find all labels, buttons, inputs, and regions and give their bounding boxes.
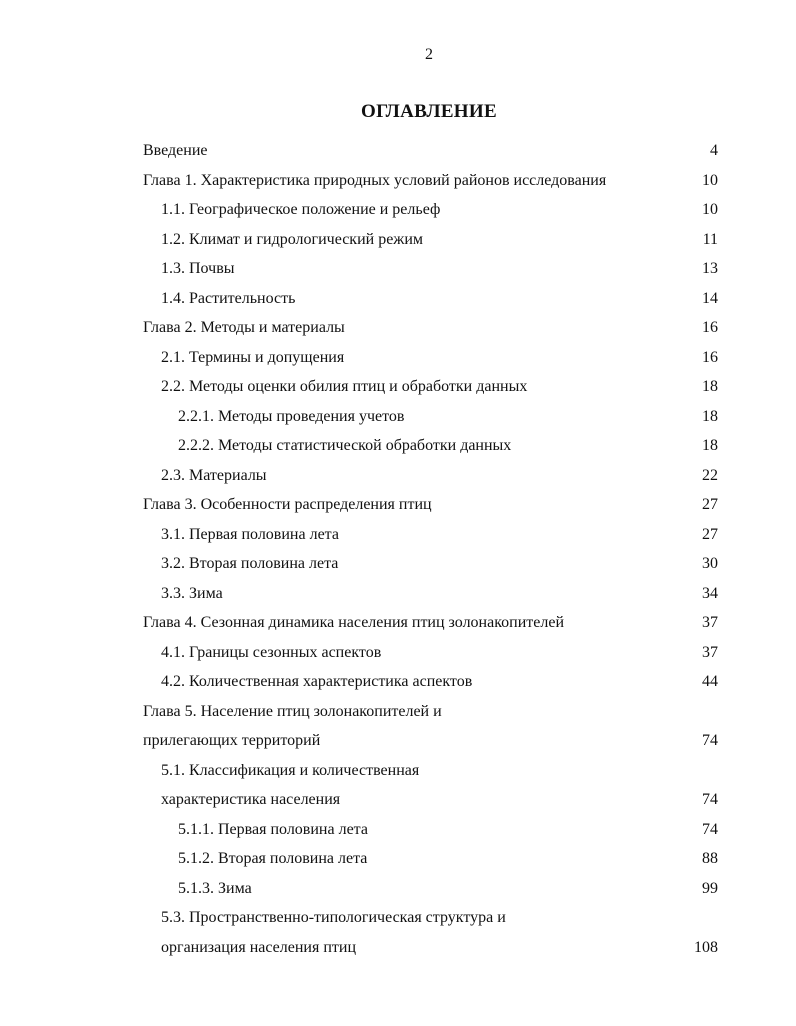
toc-entry [0,490,796,520]
toc-entry-page: 30 [702,555,718,572]
toc-entry [0,697,796,727]
toc-entry [0,874,796,904]
toc-entry-page: 37 [702,643,718,661]
toc-entry-label: Глава 5. Население птиц золонакопителей и [143,702,442,720]
toc-entry [0,933,796,963]
toc-entry-label: 3.2. Вторая половина лета [161,555,339,572]
toc-entry-label: организация населения птиц [161,938,357,956]
toc-entry-label: 4.2. Количественная характеристика аспектов [161,673,473,690]
toc-entry-page: 11 [702,230,718,248]
toc-entry [0,372,796,402]
toc-entry-label: 4.1. Границы сезонных аспектов [161,643,382,661]
toc-entry [0,549,796,579]
toc-entry-page: 37 [702,614,718,631]
toc-entry-label: 5.1.3. Зима [178,879,252,897]
toc-entry-label: 3.3. Зима [161,584,223,602]
toc-entry-label: 5.1. Классификация и количественная [161,761,420,779]
toc-entry [0,254,796,284]
toc-entry [0,844,796,874]
toc-entry [0,136,796,166]
toc-entry-label: 5.3. Пространственно-типологическая структура и [161,909,506,926]
toc-entry-page: 22 [702,466,718,484]
toc-entry [0,903,796,933]
toc-entry-page: 16 [702,348,718,366]
toc-entry-label: 2.1. Термины и допущения [161,348,345,366]
toc-entry-page: 74 [702,732,718,749]
toc-entry [0,195,796,225]
toc-entry-label: 1.4. Растительность [161,289,296,307]
toc-entry-page: 18 [702,378,718,395]
toc-entry [0,313,796,343]
toc-entry-label: прилегающих территорий [143,732,321,749]
toc-entry-label: характеристика населения [161,791,341,808]
toc-entry [0,608,796,638]
toc-entry-label: 1.3. Почвы [161,260,235,277]
toc-entry [0,638,796,668]
toc-entry [0,520,796,550]
page-number: 2 [425,46,433,63]
toc-entry-page: 27 [702,525,718,543]
toc-entry-label: 5.1.1. Первая половина лета [178,820,368,838]
toc-entry-label: 5.1.2. Вторая половина лета [178,850,368,867]
toc-entry-label: Глава 4. Сезонная динамика населения птиц золонакопителей [143,614,565,631]
toc-entry-page: 88 [702,850,718,867]
toc-entry-page: 13 [702,260,718,277]
toc-entry [0,726,796,756]
toc-entry-label: 2.3. Материалы [161,466,267,484]
toc-entry-label: 2.2. Методы оценки обилия птиц и обработки данных [161,378,528,395]
toc-entry [0,785,796,815]
toc-entry [0,579,796,609]
toc-entry-label: 1.2. Климат и гидрологический режим [161,230,424,248]
toc-entry-page: 108 [694,938,718,956]
toc-entry-page: 74 [702,791,718,808]
toc-entry-page: 10 [702,201,718,218]
toc-entry [0,284,796,314]
toc-entry [0,431,796,461]
toc-entry-page: 16 [702,319,718,336]
toc-entry-page: 14 [702,289,718,307]
toc-entry [0,343,796,373]
toc-entry-label: 1.1. Географическое положение и рельеф [161,201,441,218]
toc-entry [0,756,796,786]
toc-entry-label: 2.2.2. Методы статистической обработки данных [178,437,512,454]
toc-entry-label: Глава 1. Характеристика природных условий районов исследования [143,171,607,189]
toc-title: ОГЛАВЛЕНИЕ [361,101,497,122]
toc-entry-page: 44 [702,673,718,690]
toc-entry-label: Глава 2. Методы и материалы [143,319,345,336]
toc-entry-label: Глава 3. Особенности распределения птиц [143,496,432,513]
toc-entry-page: 18 [702,407,718,425]
toc-entry [0,667,796,697]
table-of-contents [0,136,796,962]
toc-entry-label: Введение [143,142,208,159]
toc-entry [0,225,796,255]
toc-entry [0,815,796,845]
toc-entry-label: 2.2.1. Методы проведения учетов [178,407,405,425]
toc-entry-page: 99 [702,879,718,897]
toc-entry-label: 3.1. Первая половина лета [161,525,339,543]
toc-entry [0,461,796,491]
toc-entry-page: 34 [702,584,718,602]
toc-entry-page: 74 [702,820,718,838]
toc-entry [0,166,796,196]
toc-entry-page: 10 [702,171,718,189]
toc-entry-page: 27 [702,496,718,513]
toc-entry-page: 4 [710,142,718,159]
toc-entry-page: 18 [702,437,718,454]
toc-entry [0,402,796,432]
